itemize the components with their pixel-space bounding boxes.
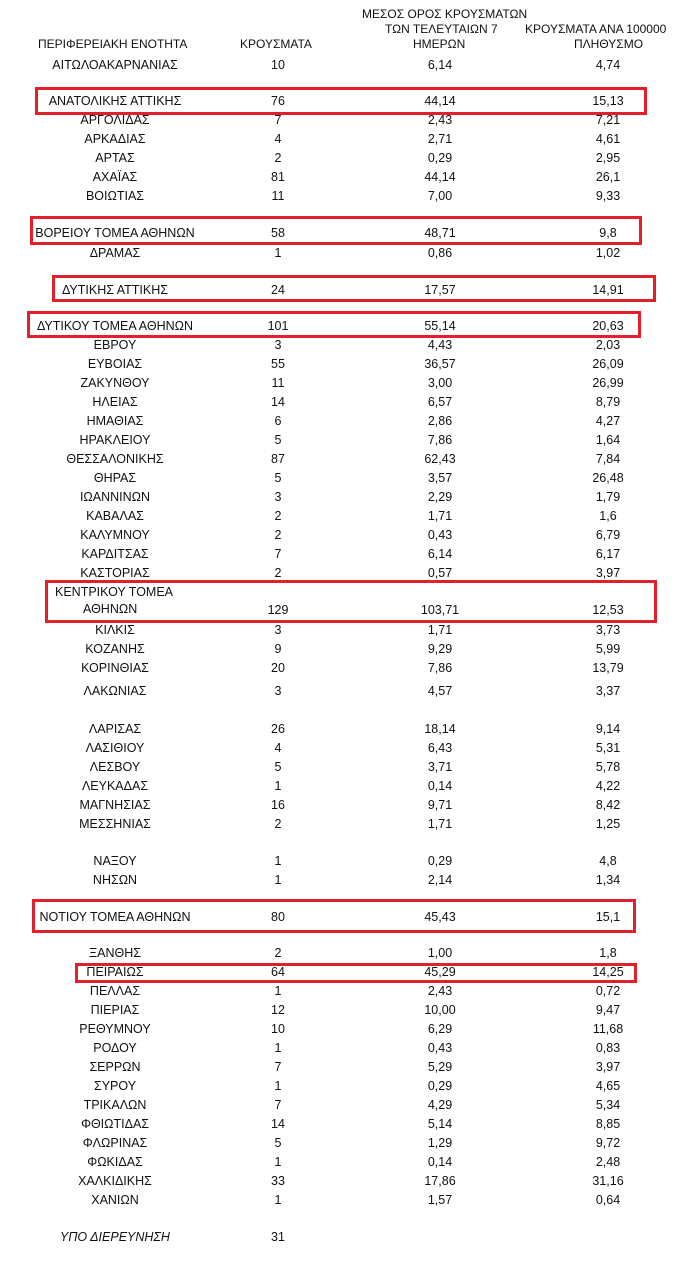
avg-cell: 1,29 <box>427 1136 453 1150</box>
region-cell: ΑΙΤΩΛΟΑΚΑΡΝΑΝΙΑΣ <box>52 58 178 72</box>
cases-cell: 64 <box>271 965 285 979</box>
per100k-cell: 8,79 <box>595 395 621 409</box>
cases-cell: 3 <box>274 338 282 352</box>
avg-cell: 10,00 <box>424 1003 456 1017</box>
cases-cell: 20 <box>271 661 285 675</box>
table-row <box>0 758 695 776</box>
cases-cell: 16 <box>271 798 285 812</box>
per100k-cell: 20,63 <box>592 319 624 333</box>
cases-cell: 7 <box>274 1098 282 1112</box>
region-cell: ΦΛΩΡΙΝΑΣ <box>82 1136 148 1150</box>
per100k-cell: 7,84 <box>595 452 621 466</box>
avg-cell: 2,43 <box>427 113 453 127</box>
avg-cell: 18,14 <box>424 722 456 736</box>
cases-cell: 3 <box>274 684 282 698</box>
avg-cell: 3,00 <box>427 376 453 390</box>
per100k-cell: 12,53 <box>592 603 624 617</box>
table-row <box>0 412 695 430</box>
table-row <box>0 1001 695 1019</box>
cases-cell: 5 <box>274 471 282 485</box>
table-row <box>0 1153 695 1171</box>
region-cell: ΗΛΕΙΑΣ <box>92 395 138 409</box>
region-cell: ΑΡΤΑΣ <box>95 151 135 165</box>
per100k-cell: 0,83 <box>595 1041 621 1055</box>
per100k-cell: 1,34 <box>595 873 621 887</box>
avg-cell: 4,29 <box>427 1098 453 1112</box>
table-row <box>0 944 695 962</box>
avg-cell: 62,43 <box>424 452 456 466</box>
table-row <box>0 56 695 74</box>
per100k-cell: 4,8 <box>599 854 617 868</box>
cases-cell: 33 <box>271 1174 285 1188</box>
cases-cell: 11 <box>271 376 285 390</box>
cases-cell: 31 <box>271 1230 285 1244</box>
table-row <box>0 393 695 411</box>
region-cell: ΧΑΛΚΙΔΙΚΗΣ <box>78 1174 152 1188</box>
per100k-cell: 9,72 <box>595 1136 621 1150</box>
region-cell: ΝΗΣΩΝ <box>92 873 138 887</box>
region-cell: ΝΟΤΙΟΥ ΤΟΜΕΑ ΑΘΗΝΩΝ <box>39 910 191 924</box>
region-cell: ΛΑΣΙΘΙΟΥ <box>85 741 145 755</box>
region-cell: ΠΕΛΛΑΣ <box>89 984 141 998</box>
avg-cell: 0,14 <box>427 1155 453 1169</box>
cases-cell: 11 <box>271 189 285 203</box>
avg-cell: 1,71 <box>427 623 453 637</box>
per100k-cell: 5,34 <box>595 1098 621 1112</box>
cases-cell: 10 <box>271 58 285 72</box>
per100k-cell: 7,21 <box>595 113 621 127</box>
avg-cell: 1,71 <box>427 509 453 523</box>
cases-cell: 14 <box>271 1117 285 1131</box>
avg-cell: 0,14 <box>427 779 453 793</box>
cases-cell: 7 <box>274 547 282 561</box>
region-cell: ΑΧΑΪΑΣ <box>92 170 138 184</box>
per100k-cell: 6,17 <box>595 547 621 561</box>
per100k-cell: 4,61 <box>595 132 621 146</box>
cases-cell: 1 <box>274 854 282 868</box>
avg-cell: 2,43 <box>427 984 453 998</box>
per100k-cell: 31,16 <box>592 1174 624 1188</box>
per100k-cell: 0,64 <box>595 1193 621 1207</box>
table-row <box>0 1172 695 1190</box>
header-per100k-line2: ΠΛΗΘΥΣΜΟ <box>574 37 644 51</box>
cases-cell: 5 <box>274 433 282 447</box>
table-row <box>0 1020 695 1038</box>
avg-cell: 48,71 <box>424 226 456 240</box>
header-per100k-line1: ΚΡΟΥΣΜΑΤΑ ΑΝΑ 100000 <box>525 22 667 36</box>
region-cell: ΑΝΑΤΟΛΙΚΗΣ ΑΤΤΙΚΗΣ <box>48 94 182 108</box>
table-row <box>0 1228 695 1246</box>
cases-cell: 55 <box>271 357 285 371</box>
avg-cell: 5,14 <box>427 1117 453 1131</box>
table-row <box>0 852 695 870</box>
cases-cell: 2 <box>274 946 282 960</box>
cases-cell: 2 <box>274 528 282 542</box>
region-cell: ΚΑΡΔΙΤΣΑΣ <box>81 547 149 561</box>
highlight-box <box>32 899 636 933</box>
cases-cell: 80 <box>271 910 285 924</box>
cases-cell: 1 <box>274 873 282 887</box>
table-row <box>0 659 695 677</box>
per100k-cell: 9,8 <box>599 226 617 240</box>
region-cell: ΦΩΚΙΔΑΣ <box>87 1155 143 1169</box>
avg-cell: 7,86 <box>427 433 453 447</box>
avg-cell: 0,43 <box>427 528 453 542</box>
region-cell: ΘΕΣΣΑΛΟΝΙΚΗΣ <box>66 452 164 466</box>
per100k-cell: 9,33 <box>595 189 621 203</box>
avg-cell: 2,14 <box>427 873 453 887</box>
avg-cell: 6,29 <box>427 1022 453 1036</box>
region-cell: ΠΙΕΡΙΑΣ <box>90 1003 140 1017</box>
table-row <box>0 1039 695 1057</box>
per100k-cell: 6,79 <box>595 528 621 542</box>
avg-cell: 0,43 <box>427 1041 453 1055</box>
region-cell: ΚΙΛΚΙΣ <box>95 623 135 637</box>
per100k-cell: 15,13 <box>592 94 624 108</box>
cases-cell: 4 <box>274 741 282 755</box>
region-cell: ΣΕΡΡΩΝ <box>89 1060 141 1074</box>
table-row <box>0 682 695 700</box>
table-row <box>0 815 695 833</box>
table-row <box>0 244 695 262</box>
per100k-cell: 1,25 <box>595 817 621 831</box>
header-cases: ΚΡΟΥΣΜΑΤΑ <box>240 37 312 51</box>
cases-cell: 3 <box>274 623 282 637</box>
avg-cell: 9,29 <box>427 642 453 656</box>
cases-cell: 1 <box>274 779 282 793</box>
table-row <box>0 488 695 506</box>
per100k-cell: 8,85 <box>595 1117 621 1131</box>
avg-cell: 1,00 <box>427 946 453 960</box>
region-cell: ΚΑΒΑΛΑΣ <box>86 509 144 523</box>
region-cell: ΛΑΚΩΝΙΑΣ <box>83 684 147 698</box>
cases-cell: 1 <box>274 1079 282 1093</box>
avg-cell: 0,29 <box>427 854 453 868</box>
table-row <box>0 1077 695 1095</box>
avg-cell: 9,71 <box>427 798 453 812</box>
region-cell: ΦΘΙΩΤΙΔΑΣ <box>80 1117 150 1131</box>
cases-cell: 129 <box>267 603 289 617</box>
per100k-cell: 14,25 <box>592 965 624 979</box>
highlight-box <box>35 87 647 115</box>
avg-cell: 0,29 <box>427 1079 453 1093</box>
table-row <box>0 450 695 468</box>
avg-cell: 7,86 <box>427 661 453 675</box>
cases-cell: 1 <box>274 246 282 260</box>
table-row <box>0 374 695 392</box>
table-row <box>0 777 695 795</box>
avg-cell: 55,14 <box>424 319 456 333</box>
avg-cell: 0,57 <box>427 566 453 580</box>
highlight-box <box>45 580 657 623</box>
cases-cell: 2 <box>274 817 282 831</box>
per100k-cell: 3,97 <box>595 566 621 580</box>
cases-cell: 2 <box>274 151 282 165</box>
cases-cell: 101 <box>267 319 289 333</box>
per100k-cell: 4,22 <box>595 779 621 793</box>
region-cell: ΕΒΡΟΥ <box>93 338 137 352</box>
per100k-cell: 13,79 <box>592 661 624 675</box>
table-row <box>0 1191 695 1209</box>
table-row <box>0 469 695 487</box>
region-cell: ΕΥΒΟΙΑΣ <box>87 357 143 371</box>
region-cell: ΚΟΡΙΝΘΙΑΣ <box>81 661 149 675</box>
region-cell: ΝΑΞΟΥ <box>93 854 137 868</box>
cases-cell: 9 <box>274 642 282 656</box>
table-row <box>0 796 695 814</box>
cases-cell: 5 <box>274 1136 282 1150</box>
region-cell: ΔΥΤΙΚΗΣ ΑΤΤΙΚΗΣ <box>62 283 168 297</box>
per100k-cell: 2,95 <box>595 151 621 165</box>
region-cell: ΡΟΔΟΥ <box>93 1041 137 1055</box>
cases-cell: 4 <box>274 132 282 146</box>
cases-cell: 6 <box>274 414 282 428</box>
per100k-cell: 9,14 <box>595 722 621 736</box>
avg-cell: 44,14 <box>424 170 456 184</box>
avg-cell: 4,43 <box>427 338 453 352</box>
avg-cell: 2,86 <box>427 414 453 428</box>
avg-cell: 5,29 <box>427 1060 453 1074</box>
header-avg-line2: ΤΩΝ ΤΕΛΕΥΤΑΙΩΝ 7 <box>385 22 498 36</box>
table-row <box>0 336 695 354</box>
cases-cell: 26 <box>271 722 285 736</box>
avg-cell: 6,43 <box>427 741 453 755</box>
table-row <box>0 640 695 658</box>
table-row <box>0 621 695 639</box>
table-row <box>0 982 695 1000</box>
avg-cell: 44,14 <box>424 94 456 108</box>
cases-cell: 7 <box>274 1060 282 1074</box>
per100k-cell: 1,64 <box>595 433 621 447</box>
region-line: ΚΕΝΤΡΙΚΟΥ ΤΟΜΕΑ <box>55 585 173 599</box>
cases-cell: 2 <box>274 566 282 580</box>
cases-cell: 3 <box>274 490 282 504</box>
table-row <box>0 720 695 738</box>
region-cell: ΒΟΡΕΙΟΥ ΤΟΜΕΑ ΑΘΗΝΩΝ <box>35 226 195 240</box>
per100k-cell: 1,02 <box>595 246 621 260</box>
table-row <box>0 739 695 757</box>
avg-cell: 6,14 <box>427 547 453 561</box>
region-cell: ΖΑΚΥΝΘΟΥ <box>80 376 150 390</box>
per100k-cell: 4,27 <box>595 414 621 428</box>
table-row <box>0 507 695 525</box>
per100k-cell: 5,78 <box>595 760 621 774</box>
region-cell: ΣΥΡΟΥ <box>93 1079 137 1093</box>
region-cell: ΒΟΙΩΤΙΑΣ <box>85 189 145 203</box>
per100k-cell: 26,99 <box>592 376 624 390</box>
highlight-box <box>52 275 656 302</box>
cases-cell: 7 <box>274 113 282 127</box>
per100k-cell: 4,74 <box>595 58 621 72</box>
cases-cell: 5 <box>274 760 282 774</box>
per100k-cell: 1,79 <box>595 490 621 504</box>
region-cell: ΡΕΘΥΜΝΟΥ <box>79 1022 151 1036</box>
per100k-cell: 1,6 <box>599 509 617 523</box>
cases-cell: 1 <box>274 1193 282 1207</box>
cases-cell: 12 <box>271 1003 285 1017</box>
avg-cell: 1,57 <box>427 1193 453 1207</box>
cases-cell: 10 <box>271 1022 285 1036</box>
per100k-cell: 3,97 <box>595 1060 621 1074</box>
region-cell: ΛΕΥΚΑΔΑΣ <box>81 779 149 793</box>
avg-cell: 2,71 <box>427 132 453 146</box>
cases-cell: 14 <box>271 395 285 409</box>
per100k-cell: 2,03 <box>595 338 621 352</box>
avg-cell: 4,57 <box>427 684 453 698</box>
cases-cell: 58 <box>271 226 285 240</box>
per100k-cell: 26,09 <box>592 357 624 371</box>
table-row <box>0 526 695 544</box>
table-row <box>0 355 695 373</box>
table-row <box>0 130 695 148</box>
region-line: ΑΘΗΝΩΝ <box>83 602 138 616</box>
table-row <box>0 871 695 889</box>
table-row <box>0 1096 695 1114</box>
table-row <box>0 149 695 167</box>
region-cell: ΛΕΣΒΟΥ <box>89 760 141 774</box>
per100k-cell: 4,65 <box>595 1079 621 1093</box>
per100k-cell: 9,47 <box>595 1003 621 1017</box>
region-cell: ΤΡΙΚΑΛΩΝ <box>83 1098 147 1112</box>
avg-cell: 6,14 <box>427 58 453 72</box>
region-cell: ΚΑΣΤΟΡΙΑΣ <box>80 566 150 580</box>
region-cell: ΜΑΓΝΗΣΙΑΣ <box>79 798 151 812</box>
avg-cell: 6,57 <box>427 395 453 409</box>
region-cell: ΠΕΙΡΑΙΩΣ <box>86 965 144 979</box>
region-cell: ΜΕΣΣΗΝΙΑΣ <box>79 817 151 831</box>
region-cell: ΔΥΤΙΚΟΥ ΤΟΜΕΑ ΑΘΗΝΩΝ <box>36 319 194 333</box>
avg-cell: 7,00 <box>427 189 453 203</box>
avg-cell: 3,71 <box>427 760 453 774</box>
header-avg-line1: ΜΕΣΟΣ ΟΡΟΣ ΚΡΟΥΣΜΑΤΩΝ <box>362 7 528 21</box>
cases-cell: 2 <box>274 509 282 523</box>
per100k-cell: 11,68 <box>592 1022 624 1036</box>
avg-cell: 103,71 <box>420 603 460 617</box>
table-row <box>0 545 695 563</box>
per100k-cell: 26,48 <box>592 471 624 485</box>
cases-cell: 1 <box>274 1041 282 1055</box>
region-cell: ΑΡΓΟΛΙΔΑΣ <box>80 113 150 127</box>
region-cell: ΔΡΑΜΑΣ <box>89 246 141 260</box>
per100k-cell: 15,1 <box>595 910 621 924</box>
cases-cell: 81 <box>271 170 285 184</box>
header-avg-line3: ΗΜΕΡΩΝ <box>413 37 466 51</box>
per100k-cell: 14,91 <box>592 283 624 297</box>
region-cell: ΚΟΖΑΝΗΣ <box>85 642 145 656</box>
cases-cell: 24 <box>271 283 285 297</box>
per100k-cell: 5,99 <box>595 642 621 656</box>
table-row <box>0 1058 695 1076</box>
per100k-cell: 1,8 <box>599 946 617 960</box>
avg-cell: 0,86 <box>427 246 453 260</box>
highlight-box <box>30 216 642 245</box>
region-cell: ΛΑΡΙΣΑΣ <box>88 722 142 736</box>
table-row <box>0 187 695 205</box>
highlight-box <box>75 963 637 983</box>
highlight-box <box>27 311 641 338</box>
cases-cell: 1 <box>274 984 282 998</box>
region-cell: ΑΡΚΑΔΙΑΣ <box>84 132 146 146</box>
avg-cell: 45,43 <box>424 910 456 924</box>
avg-cell: 17,57 <box>424 283 456 297</box>
table-row <box>0 1134 695 1152</box>
per100k-cell: 0,72 <box>595 984 621 998</box>
cases-cell: 1 <box>274 1155 282 1169</box>
region-cell: ΥΠΟ ΔΙΕΡΕΥΝΗΣΗ <box>60 1230 170 1244</box>
region-cell: ΞΑΝΘΗΣ <box>89 946 141 960</box>
avg-cell: 45,29 <box>424 965 456 979</box>
table-row <box>0 168 695 186</box>
table-row <box>0 431 695 449</box>
region-cell: ΗΜΑΘΙΑΣ <box>86 414 144 428</box>
table-row <box>0 1115 695 1133</box>
per100k-cell: 26,1 <box>595 170 621 184</box>
region-cell: ΧΑΝΙΩΝ <box>91 1193 139 1207</box>
region-cell: ΗΡΑΚΛΕΙΟΥ <box>79 433 151 447</box>
avg-cell: 0,29 <box>427 151 453 165</box>
avg-cell: 2,29 <box>427 490 453 504</box>
region-cell: ΘΗΡΑΣ <box>93 471 137 485</box>
region-cell: ΚΑΛΥΜΝΟΥ <box>80 528 150 542</box>
avg-cell: 17,86 <box>424 1174 456 1188</box>
per100k-cell: 5,31 <box>595 741 621 755</box>
avg-cell: 1,71 <box>427 817 453 831</box>
avg-cell: 3,57 <box>427 471 453 485</box>
avg-cell: 36,57 <box>424 357 456 371</box>
per100k-cell: 3,73 <box>595 623 621 637</box>
cases-cell: 76 <box>271 94 285 108</box>
per100k-cell: 8,42 <box>595 798 621 812</box>
per100k-cell: 3,37 <box>595 684 621 698</box>
region-cell: ΙΩΑΝΝΙΝΩΝ <box>79 490 151 504</box>
cases-cell: 87 <box>271 452 285 466</box>
header-region: ΠΕΡΙΦΕΡΕΙΑΚΗ ΕΝΟΤΗΤΑ <box>38 37 188 51</box>
per100k-cell: 2,48 <box>595 1155 621 1169</box>
